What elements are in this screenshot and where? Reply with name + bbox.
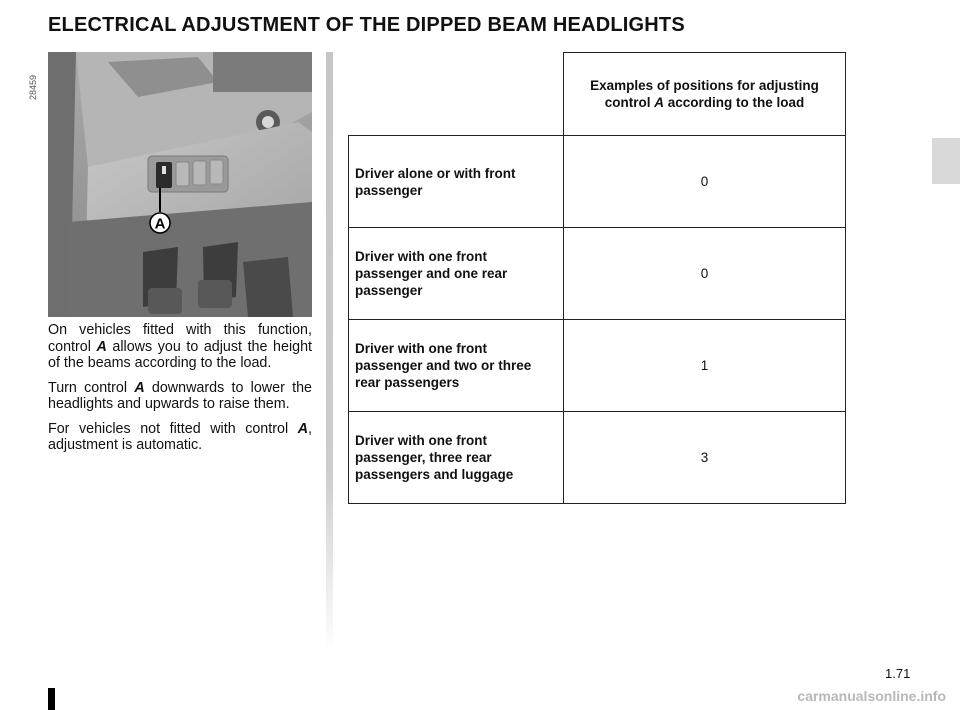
table-row — [349, 412, 846, 504]
column-divider — [326, 52, 333, 652]
load-condition-cell: Driver with one front passenger, three rear passengers and luggage — [349, 412, 564, 504]
adjustment-position-cell: 0 — [564, 228, 846, 320]
load-condition-cell: Driver with one front passenger and one rear passenger — [349, 228, 564, 320]
intro-paragraph: For vehicles not fitted with control A, adjustment is automatic. — [48, 420, 312, 453]
load-condition-cell: Driver with one front passenger and two or three rear passengers — [349, 320, 564, 412]
dashboard-illustration — [48, 52, 312, 317]
page-number: 1.71 — [885, 666, 911, 681]
corner-mark — [48, 688, 55, 710]
table-header-row — [349, 53, 846, 136]
table-row — [349, 228, 846, 320]
table-row — [349, 136, 846, 228]
load-condition-cell: Driver alone or with front passenger — [349, 136, 564, 228]
page-title: ELECTRICAL ADJUSTMENT OF THE DIPPED BEAM HEADLIGHTS — [48, 14, 685, 36]
control-a-ref: A — [96, 338, 107, 355]
intro-text — [48, 322, 312, 462]
adjustment-position-cell: 0 — [564, 136, 846, 228]
callout-label-a: A — [154, 215, 166, 233]
image-reference-code: 28459 — [28, 74, 38, 100]
control-a-ref: A — [654, 95, 664, 110]
control-a-ref: A — [297, 420, 309, 437]
adjustment-position-cell: 1 — [564, 320, 846, 412]
adjustment-position-cell: 3 — [564, 412, 846, 504]
dashboard-photo — [48, 52, 312, 317]
table-row — [349, 320, 846, 412]
watermark: carmanualsonline.info — [797, 688, 946, 704]
load-adjustment-table — [348, 52, 846, 504]
intro-paragraph: Turn control A downwards to lower the headlights and upwards to raise them. — [48, 379, 312, 412]
control-a-ref: A — [134, 379, 145, 396]
table-blank-cell — [349, 53, 564, 136]
table-header-cell: Examples of positions for adjusting control A according to the load — [564, 53, 846, 136]
intro-paragraph: On vehicles fitted with this function, control A allows you to adjust the height of the beams according to the load. — [48, 322, 312, 371]
chapter-tab — [932, 138, 960, 184]
